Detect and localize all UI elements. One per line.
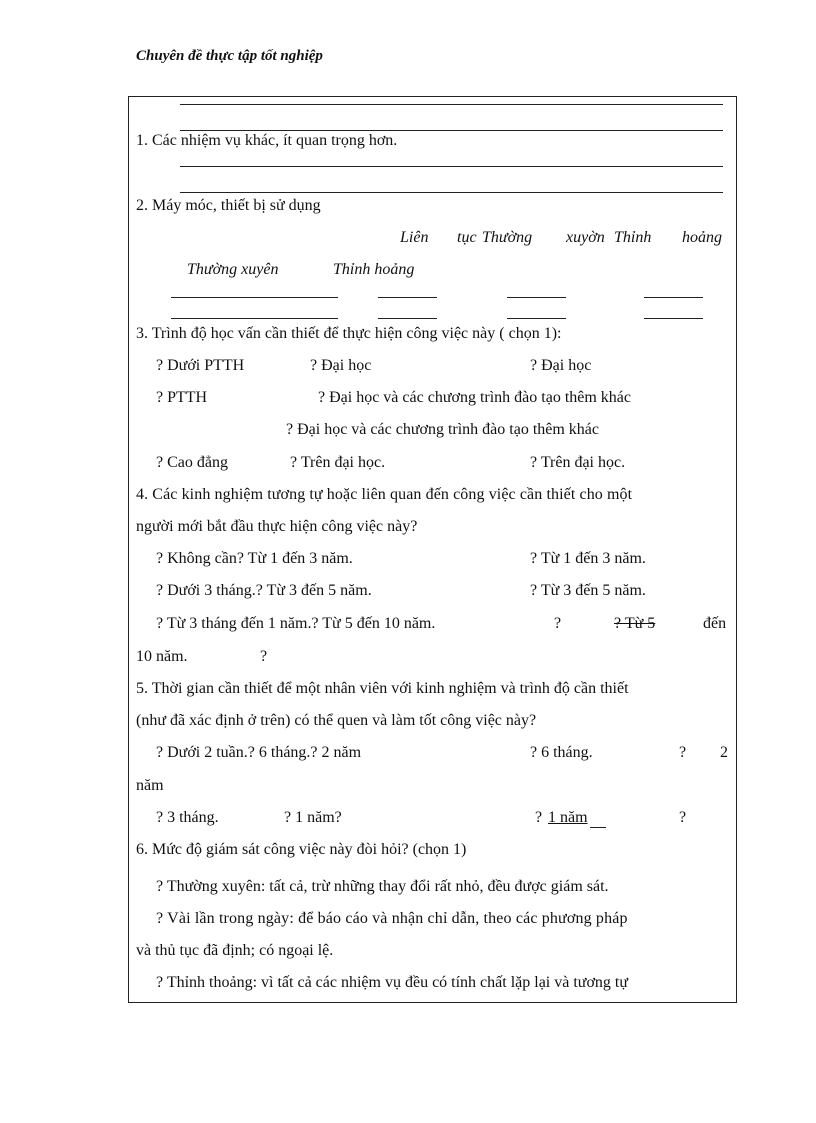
freq-label-occasional-1: Thỉnh bbox=[614, 229, 652, 246]
answer-line bbox=[644, 318, 703, 319]
option-checkbox[interactable]: ? Cao đẳng bbox=[156, 454, 228, 471]
freq-label-regular: Thường xuyên bbox=[187, 261, 279, 278]
option-text: năm bbox=[136, 777, 164, 794]
answer-line bbox=[180, 192, 723, 193]
option-checkbox[interactable]: ? Đại học bbox=[530, 357, 592, 374]
answer-line bbox=[378, 318, 437, 319]
option-checkbox[interactable]: ? bbox=[554, 615, 562, 632]
question-1-label: 1. Các nhiệm vụ khác, ít quan trọng hơn. bbox=[136, 132, 398, 149]
option-checkbox[interactable]: ? Đại học và các chương trình đào tạo thêm khác bbox=[286, 421, 600, 438]
answer-line bbox=[507, 318, 566, 319]
question-5-label: 5. Thời gian cần thiết để một nhân viên với kinh nghiệm và trình độ cần thiết bbox=[136, 680, 629, 697]
freq-label-occasional-2: hoảng bbox=[682, 229, 722, 246]
answer-line bbox=[644, 297, 703, 298]
answer-line bbox=[507, 297, 566, 298]
option-checkbox[interactable]: ? Dưới 2 tuần.? 6 tháng.? 2 năm bbox=[156, 744, 362, 761]
option-checkbox[interactable]: ? bbox=[260, 648, 268, 665]
question-4-label: 4. Các kinh nghiệm tương tự hoặc liên quan đến công việc cần thiết cho một bbox=[136, 486, 633, 503]
option-text: đến bbox=[703, 615, 727, 632]
question-5-label-cont: (như đã xác định ở trên) có thể quen và làm tốt công việc này? bbox=[136, 712, 537, 729]
question-2-label: 2. Máy móc, thiết bị sử dụng bbox=[136, 197, 321, 214]
question-6-label: 6. Mức độ giám sát công việc này đòi hỏi? (chọn 1) bbox=[136, 841, 467, 858]
option-checkbox[interactable]: ? Đại học và các chương trình đào tạo thêm khác bbox=[318, 389, 632, 406]
option-checkbox[interactable]: ? Từ 5 bbox=[614, 615, 656, 632]
page-header: Chuyên đề thực tập tốt nghiệp bbox=[136, 48, 323, 64]
answer-line bbox=[171, 297, 338, 298]
freq-label-occasional: Thỉnh hoảng bbox=[333, 261, 415, 278]
option-checkbox[interactable]: ? bbox=[535, 809, 543, 826]
option-checkbox[interactable]: ? Không cần? Từ 1 đến 3 năm. bbox=[156, 550, 353, 567]
option-checkbox[interactable]: ? Từ 1 đến 3 năm. bbox=[530, 550, 646, 567]
option-checkbox[interactable]: ? 6 tháng. bbox=[530, 744, 593, 761]
option-checkbox[interactable]: ? Thỉnh thoảng: vì tất cả các nhiệm vụ đều có tính chất lặp lại và tương tự bbox=[156, 974, 629, 991]
answer-line bbox=[171, 318, 338, 319]
freq-label-continuous-2: tục bbox=[457, 229, 477, 246]
freq-label-continuous-1: Liên bbox=[400, 229, 429, 246]
answer-line bbox=[180, 104, 723, 105]
option-checkbox[interactable]: ? bbox=[679, 744, 687, 761]
option-checkbox[interactable]: ? PTTH bbox=[156, 389, 208, 406]
option-checkbox[interactable]: ? 1 năm? bbox=[284, 809, 342, 826]
option-checkbox[interactable]: ? Đại học bbox=[310, 357, 372, 374]
question-3-label: 3. Trình độ học vấn cần thiết để thực hiện công việc này ( chọn 1): bbox=[136, 325, 562, 342]
freq-label-regular-2: xuyờn bbox=[566, 229, 605, 246]
option-text-underlined: 1 năm bbox=[548, 809, 588, 826]
option-checkbox[interactable]: ? Vài lần trong ngày: để báo cáo và nhận chỉ dẫn, theo các phương pháp bbox=[156, 910, 628, 927]
option-text: và thủ tục đã định; có ngoại lệ. bbox=[136, 942, 334, 959]
option-text: 2 bbox=[720, 744, 728, 761]
option-checkbox[interactable]: ? Từ 3 đến 5 năm. bbox=[530, 582, 646, 599]
option-checkbox[interactable]: ? Dưới PTTH bbox=[156, 357, 245, 374]
option-text: 10 năm. bbox=[136, 648, 188, 665]
option-checkbox[interactable]: ? Từ 3 tháng đến 1 năm.? Từ 5 đến 10 năm. bbox=[156, 615, 436, 632]
answer-line bbox=[378, 297, 437, 298]
option-checkbox[interactable]: ? Trên đại học. bbox=[290, 454, 386, 471]
option-checkbox[interactable]: ? bbox=[679, 809, 687, 826]
question-4-label-cont: người mới bắt đầu thực hiện công việc này? bbox=[136, 518, 418, 535]
option-checkbox[interactable]: ? Thường xuyên: tất cả, trừ những thay đổi rất nhỏ, đều được giám sát. bbox=[156, 878, 609, 895]
answer-line bbox=[590, 827, 606, 828]
option-checkbox[interactable]: ? Dưới 3 tháng.? Từ 3 đến 5 năm. bbox=[156, 582, 372, 599]
answer-line bbox=[180, 166, 723, 167]
freq-label-regular-1: Thường bbox=[482, 229, 533, 246]
option-checkbox[interactable]: ? Trên đại học. bbox=[530, 454, 626, 471]
option-checkbox[interactable]: ? 3 tháng. bbox=[156, 809, 219, 826]
